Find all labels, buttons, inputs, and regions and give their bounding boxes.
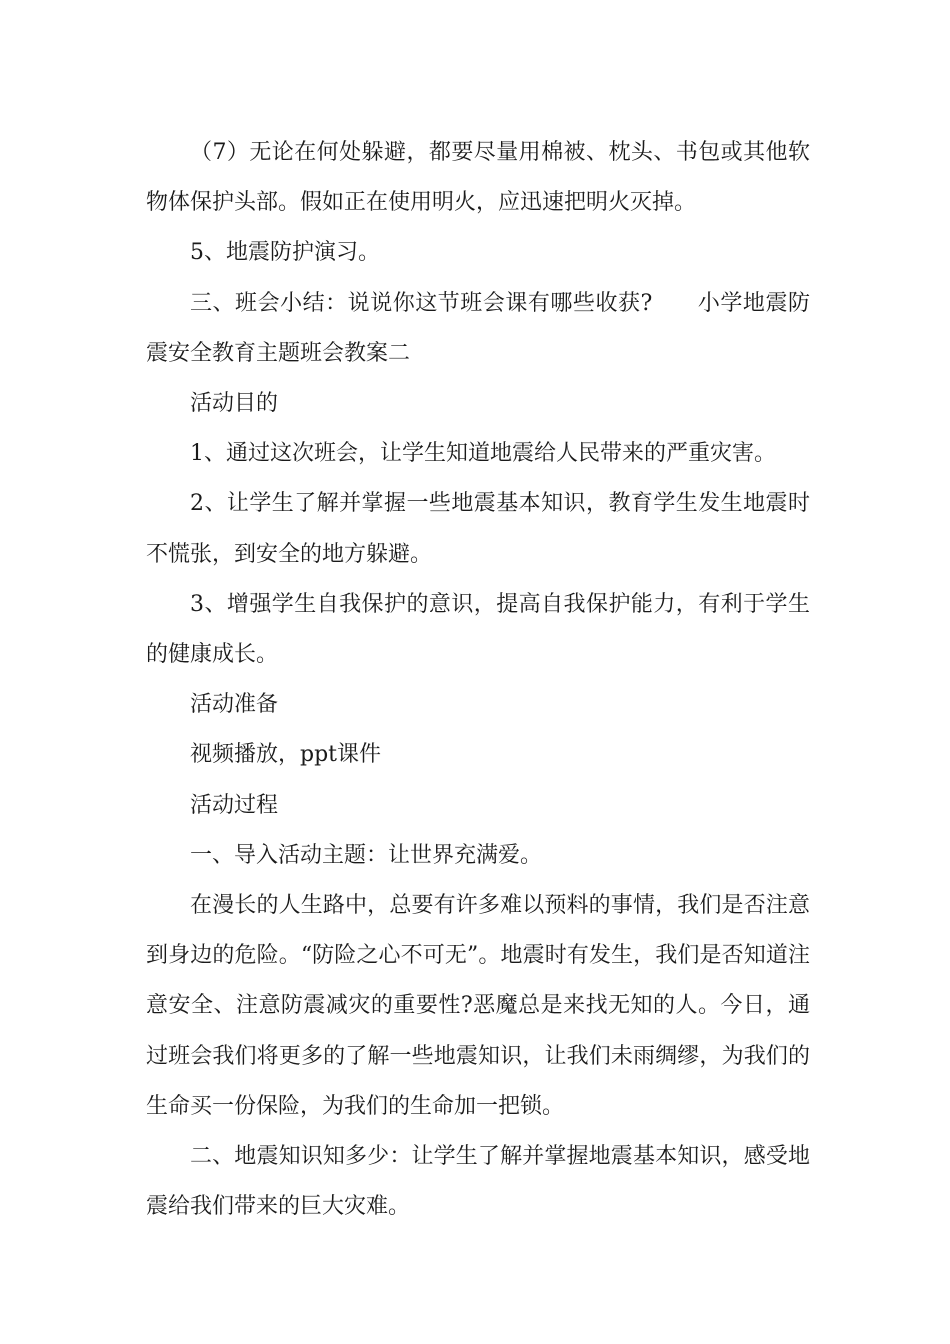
preparation-item: 视频播放，ppt课件 xyxy=(190,742,382,768)
process-step-1-title: 一、导入活动主题：让世界充满爱。 xyxy=(190,842,543,868)
goal-item-3: 3、增强学生自我保护的意识，提高自我保护能力，有利于学生的健康成长。 xyxy=(146,591,810,668)
paragraph-hiding-protection: （7）无论在何处躲避，都要尽量用棉被、枕头、书包或其他软物体保护头部。假如正在使用明火，应迅速把明火灭掉。 xyxy=(146,140,810,216)
goal-item-2: 2、让学生了解并掌握一些地震基本知识，教育学生发生地震时不慌张，到安全的地方躲避。 xyxy=(146,491,810,567)
heading-activity-goal: 活动目的 xyxy=(190,391,279,417)
paragraph-summary: 三、班会小结：说说你这节班会课有哪些收获? 小学地震防震安全教育主题班会教案二 xyxy=(146,290,810,366)
document-body xyxy=(146,128,810,1232)
process-step-2-title: 二、地震知识知多少：让学生了解并掌握地震基本知识，感受地震给我们带来的巨大灾难。 xyxy=(146,1144,810,1220)
process-step-1-body: 在漫长的人生路中，总要有许多难以预料的事情，我们是否注意到身边的危险。“防险之心不可无”。地震时有发生，我们是否知道注意安全、注意防震减灾的重要性?恶魔总是来找无知的人。今日，通过班会我们将更多的了解一些地震知识，让我们未雨绸缪，为我们的生命买一份保险，为我们的生命加一把锁。 xyxy=(146,893,810,1119)
paragraph-drill: 5、地震防护演习。 xyxy=(190,240,380,266)
heading-activity-preparation: 活动准备 xyxy=(190,692,279,718)
heading-activity-process: 活动过程 xyxy=(190,792,279,818)
goal-item-1: 1、通过这次班会，让学生知道地震给人民带来的严重灾害。 xyxy=(190,441,776,467)
